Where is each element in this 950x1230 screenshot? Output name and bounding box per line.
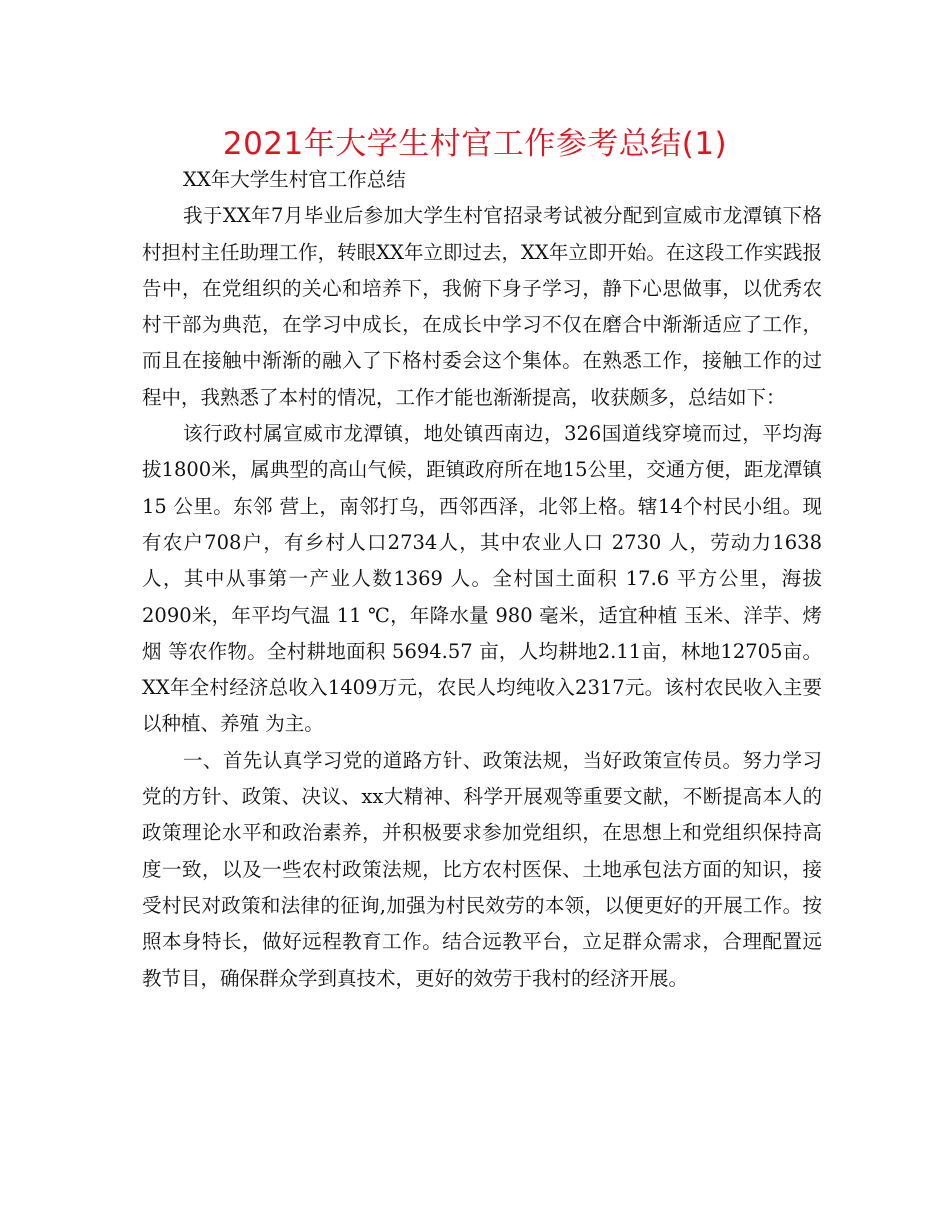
paragraph-introduction: 我于XX年7月毕业后参加大学生村官招录考试被分配到宣威市龙潭镇下格村担村主任助理工作，转眼XX年立即过去，XX年立即开始。在这段工作实践报告中，在党组织的关心和培养下，我俯下身子学习，静下心思做事，以优秀农村干部为典范，在学习中成长，在成长中学习不仅在磨合中渐渐适应了工作，而且在接触中渐渐的融入了下格村委会这个集体。在熟悉工作，接触工作的过程中，我熟悉了本村的情况，工作才能也渐渐提高，收获颇多，总结如下： xyxy=(142,204,822,409)
paragraph-village-overview: 该行政村属宣威市龙潭镇，地处镇西南边，326国道线穿境而过，平均海拔1800米，属典型的高山气候，距镇政府所在地15公里，交通方便，距龙潭镇15 公里。东邻 营上，南邻打乌，西邻西泽，北邻上格。辖14个村民小组。现有农户708户，有乡村人口2734人，其中农业人口 2730 人，劳动力1638人，其中从事第一产业人数1369 人。全村国土面积 17.6 平方公里，海拔2090米，年平均气温 11 ℃，年降水量 980 毫米，适宜种植 玉米、洋芋、烤烟 等农作物。全村耕地面积 5694.57 亩，人均耕地2.11亩，林地12705亩。XX年全村经济总收入1409万元，农民人均纯收入2317元。该村农民收入主要以种植、养殖 为主。 xyxy=(142,422,822,736)
paragraph-section-one: 一、首先认真学习党的道路方针、政策法规，当好政策宣传员。努力学习党的方针、政策、决议、xx大精神、科学开展观等重要文献，不断提高本人的政策理论水平和政治素养，并积极要求参加党组织，在思想上和党组织保持高度一致，以及一些农村政策法规，比方农村医保、土地承包法方面的知识，接受村民对政策和法律的征询,加强为村民效劳的本领，以便更好的开展工作。按照本身特长，做好远程教育工作。结合远教平台，立足群众需求，合理配置远教节目，确保群众学到真技术，更好的效劳于我村的经济开展。 xyxy=(142,748,822,990)
document-title: 2021年大学生村官工作参考总结(1) xyxy=(222,126,728,162)
paragraph-subtitle: XX年大学生村官工作总结 xyxy=(182,168,406,191)
document-body xyxy=(142,162,822,997)
